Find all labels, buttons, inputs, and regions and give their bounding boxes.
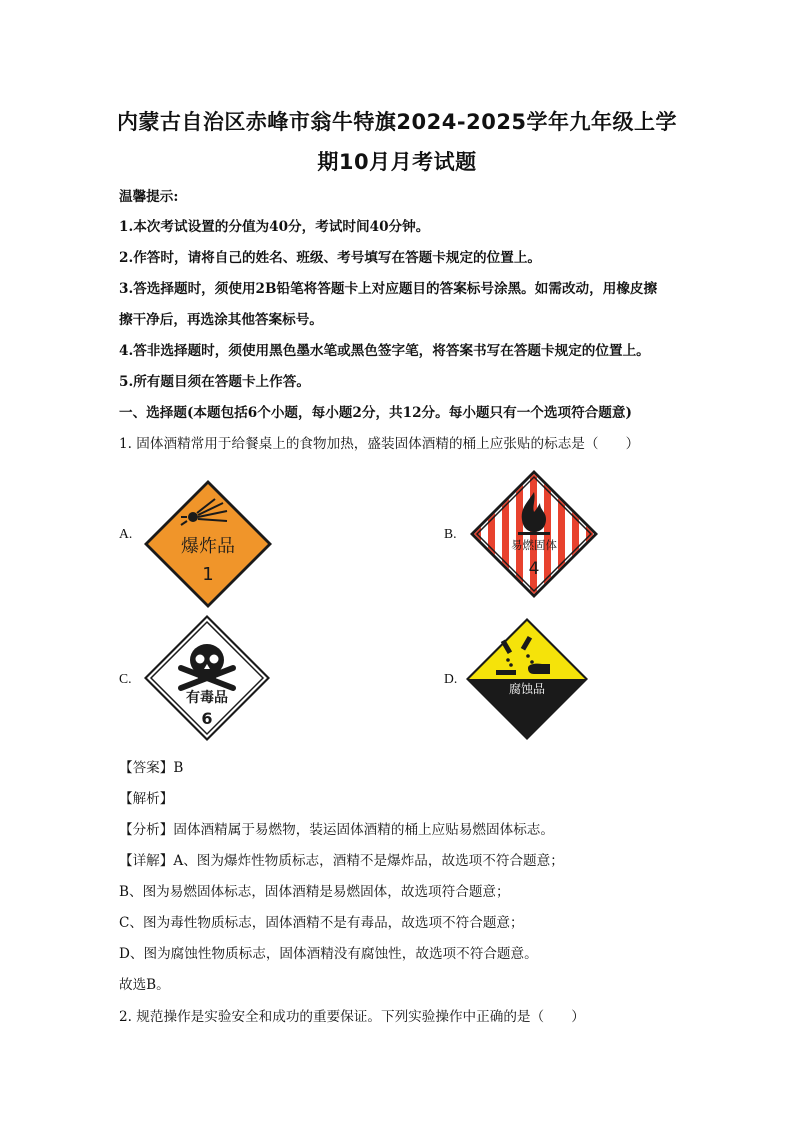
tip-item: 4.答非选择题时，须使用黑色墨水笔或黑色签字笔，将答案书写在答题卡规定的位置上。	[119, 343, 650, 359]
question-1-stem: 1. 固体酒精常用于给餐桌上的食物加热，盛装固体酒精的桶上应张贴的标志是（ ）	[119, 436, 640, 452]
sign-a-number: 1	[202, 564, 214, 585]
tips-heading: 温馨提示:	[119, 189, 179, 205]
answer-line: 【答案】B	[119, 760, 184, 776]
sign-c-text: 有毒品	[186, 690, 228, 706]
sign-b-number: 4	[528, 559, 540, 579]
analysis-line: 【分析】固体酒精属于易燃物，装运固体酒精的桶上应贴易燃固体标志。	[119, 822, 554, 838]
flammable-solid-sign	[470, 470, 598, 598]
tip-item: 1.本次考试设置的分值为40分，考试时间40分钟。	[119, 219, 430, 235]
tip-item: 3.答选择题时，须使用2B铅笔将答题卡上对应题目的答案标号涂黑。如需改动，用橡皮擦	[119, 281, 658, 297]
option-a-label: A.	[119, 526, 133, 541]
corrosive-hazard-sign	[466, 618, 588, 740]
analysis-heading: 【解析】	[119, 791, 174, 807]
option-d-label: D.	[444, 671, 458, 686]
tip-item: 擦干净后，再选涂其他答案标号。	[119, 312, 323, 328]
exam-title-line-2: 期10月月考试题	[317, 150, 477, 174]
exam-title-line-1: 内蒙古自治区赤峰市翁牛特旗2024-2025学年九年级上学	[116, 110, 678, 134]
sign-d-text: 腐蚀品	[508, 682, 546, 696]
option-b-label: B.	[444, 526, 457, 541]
explosive-hazard-sign	[143, 479, 273, 609]
tip-item: 5.所有题目须在答题卡上作答。	[119, 374, 310, 390]
sign-c-number: 6	[201, 709, 213, 728]
tip-item: 2.作答时，请将自己的姓名、班级、考号填写在答题卡规定的位置上。	[119, 250, 542, 266]
sign-b-text: 易燃固体	[511, 538, 557, 552]
analysis-line: 【详解】A、图为爆炸性物质标志，酒精不是爆炸品，故选项不符合题意；	[119, 853, 564, 869]
sign-a-text: 爆炸品	[181, 536, 235, 557]
toxic-hazard-sign	[143, 614, 271, 742]
analysis-line: 故选B。	[119, 977, 170, 993]
analysis-line: D、图为腐蚀性物质标志，固体酒精没有腐蚀性，故选项不符合题意。	[119, 946, 538, 962]
section-heading: 一、选择题(本题包括6个小题，每小题2分，共12分。每小题只有一个选项符合题意)	[119, 405, 632, 421]
option-c-label: C.	[119, 671, 132, 686]
analysis-line: C、图为毒性物质标志，固体酒精不是有毒品，故选项不符合题意；	[119, 915, 524, 931]
question-2-stem: 2. 规范操作是实验安全和成功的重要保证。下列实验操作中正确的是（ ）	[119, 1009, 585, 1025]
analysis-line: B、图为易燃固体标志，固体酒精是易燃固体，故选项符合题意；	[119, 884, 510, 900]
